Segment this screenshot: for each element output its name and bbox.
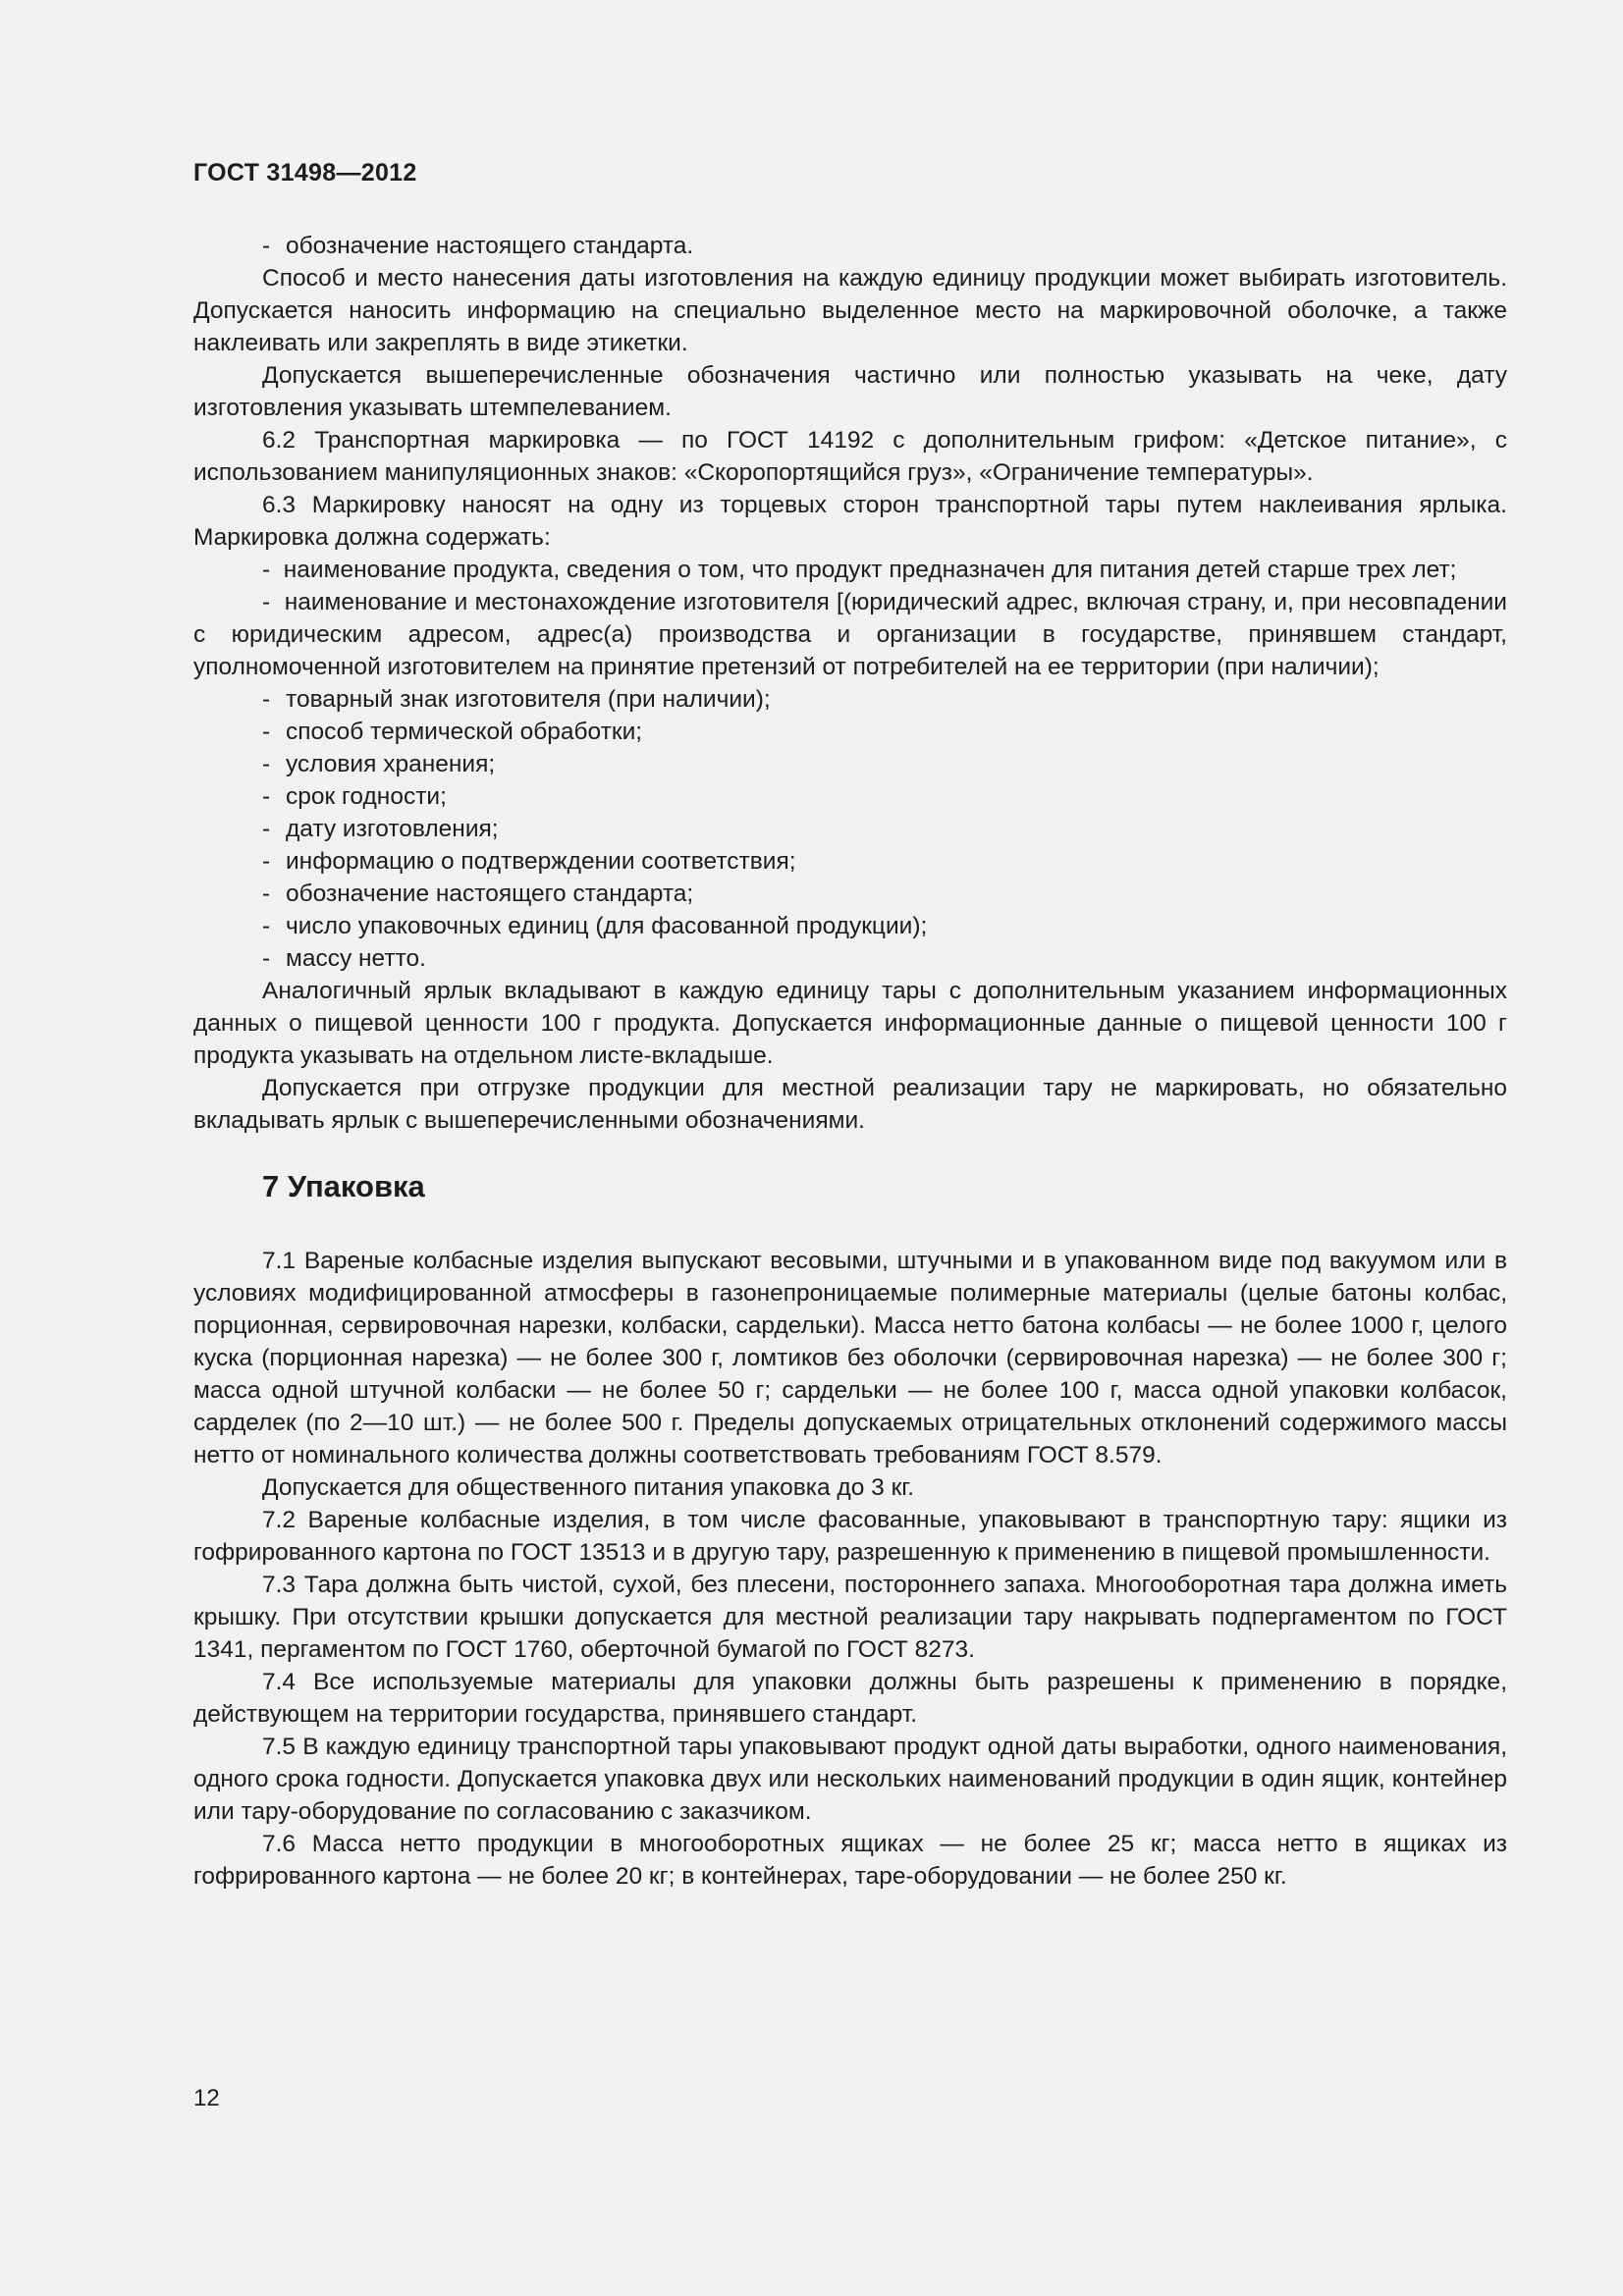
list-item: - условия хранения;: [262, 751, 496, 777]
list-item: - способ термической обработки;: [262, 719, 643, 745]
paragraph-7-1: 7.1 Вареные колбасные изделия выпускают весовыми, штучными и в упакованном виде под вакуумом или в условиях модифицированной атмосферы в газонепроницаемые полимерные материалы (целые батоны колбас, порционная, сервировочная нарезки, колбаски, сардельки). Масса нетто батона колбасы — не более 1000 г, целого куска (порционная нарезка) — не более 300 г, ломтиков без оболочки (сервировочная нарезка) — не более 300 г; масса одной штучной колбаски — не более 50 г; сардельки — не более 100 г, масса одной упаковки колбасок, сарделек (по 2—10 шт.) — не более 500 г. Пределы допускаемых отрицательных отклонений содержимого массы нетто от номинального количества должны соответствовать требованиям ГОСТ 8.579.: [193, 1248, 1507, 1468]
document-header: ГОСТ 31498—2012: [193, 159, 417, 187]
paragraph-local: Допускается при отгрузке продукции для местной реализации тару не маркировать, но обязательно вкладывать ярлык с вышеперечисленными обозначениями.: [193, 1075, 1507, 1134]
paragraph-7-3: 7.3 Тара должна быть чистой, сухой, без плесени, постороннего запаха. Многооборотная тара должна иметь крышку. При отсутствии крышки допускается для местной реализации тару накрывать подпергаментом по ГОСТ 1341, пергаментом по ГОСТ 1760, оберточной бумагой по ГОСТ 8273.: [193, 1572, 1507, 1663]
paragraph-7-2: 7.2 Вареные колбасные изделия, в том числе фасованные, упаковывают в транспортную тару: ящики из гофрированного картона по ГОСТ 13513 и в другую тару, разрешенную к применению в пищевой промышленности.: [193, 1507, 1507, 1566]
list-item: - информацию о подтверждении соответствия;: [262, 848, 796, 875]
list-item: - наименование и местонахождение изготовителя [(юридический адрес, включая страну, и, при несовпадении с юридическим адресом, адрес(а) производства и организации в государстве, принявшем стандарт, уполномоченной изготовителем на принятие претензий от потребителей на ее территории (при наличии);: [193, 589, 1507, 680]
paragraph-7-4: 7.4 Все используемые материалы для упаковки должны быть разрешены к применению в порядке, действующем на территории государства, принявшего стандарт.: [193, 1669, 1507, 1728]
paragraph-label: Аналогичный ярлык вкладывают в каждую единицу тары с дополнительным указанием информационных данных о пищевой ценности 100 г продукта. Допускается информационные данные о пищевой ценности 100 г продукта указывать на отдельном листе-вкладыше.: [193, 978, 1507, 1069]
list-item: - обозначение настоящего стандарта;: [262, 881, 694, 907]
document-body: [193, 230, 1507, 1893]
paragraph-catering: Допускается для общественного питания упаковка до 3 кг.: [262, 1474, 915, 1501]
paragraph-7-6: 7.6 Масса нетто продукции в многооборотных ящиках — не более 25 кг; масса нетто в ящиках из гофрированного картона — не более 20 кг; в контейнерах, таре-оборудовании — не более 250 кг.: [193, 1831, 1507, 1890]
list-item: - массу нетто.: [262, 945, 426, 972]
paragraph-6-3: 6.3 Маркировку наносят на одну из торцевых сторон транспортной тары путем наклеивания ярлыка. Маркировка должна содержать:: [193, 492, 1507, 551]
paragraph-7-5: 7.5 В каждую единицу транспортной тары упаковывают продукт одной даты выработки, одного наименования, одного срока годности. Допускается упаковка двух или нескольких наименований продукции в один ящик, контейнер или тару-оборудование по согласованию с заказчиком.: [193, 1734, 1507, 1825]
paragraph-6-2: 6.2 Транспортная маркировка — по ГОСТ 14192 с дополнительным грифом: «Детское питание», с использованием манипуляционных знаков: «Скоропортящийся груз», «Ограничение температуры».: [193, 427, 1507, 486]
page-number: 12: [193, 2085, 220, 2111]
paragraph-method: Способ и место нанесения даты изготовления на каждую единицу продукции может выбирать изготовитель. Допускается наносить информацию на специально выделенное место на маркировочной оболочке, а также наклеивать или закреплять в виде этикетки.: [193, 265, 1507, 356]
list-item: - наименование продукта, сведения о том, что продукт предназначен для питания детей старше трех лет;: [262, 557, 1457, 583]
list-item: - дату изготовления;: [262, 816, 499, 842]
list-item: - число упаковочных единиц (для фасованной продукции);: [262, 913, 928, 939]
list-item: - товарный знак изготовителя (при наличии);: [262, 686, 771, 713]
paragraph-allowed: Допускается вышеперечисленные обозначения частично или полностью указывать на чеке, дату изготовления указывать штемпелеванием.: [193, 362, 1507, 421]
list-item: - обозначение настоящего стандарта.: [262, 233, 694, 259]
list-item: - срок годности;: [262, 783, 447, 810]
section-title: 7 Упаковка: [262, 1169, 425, 1203]
